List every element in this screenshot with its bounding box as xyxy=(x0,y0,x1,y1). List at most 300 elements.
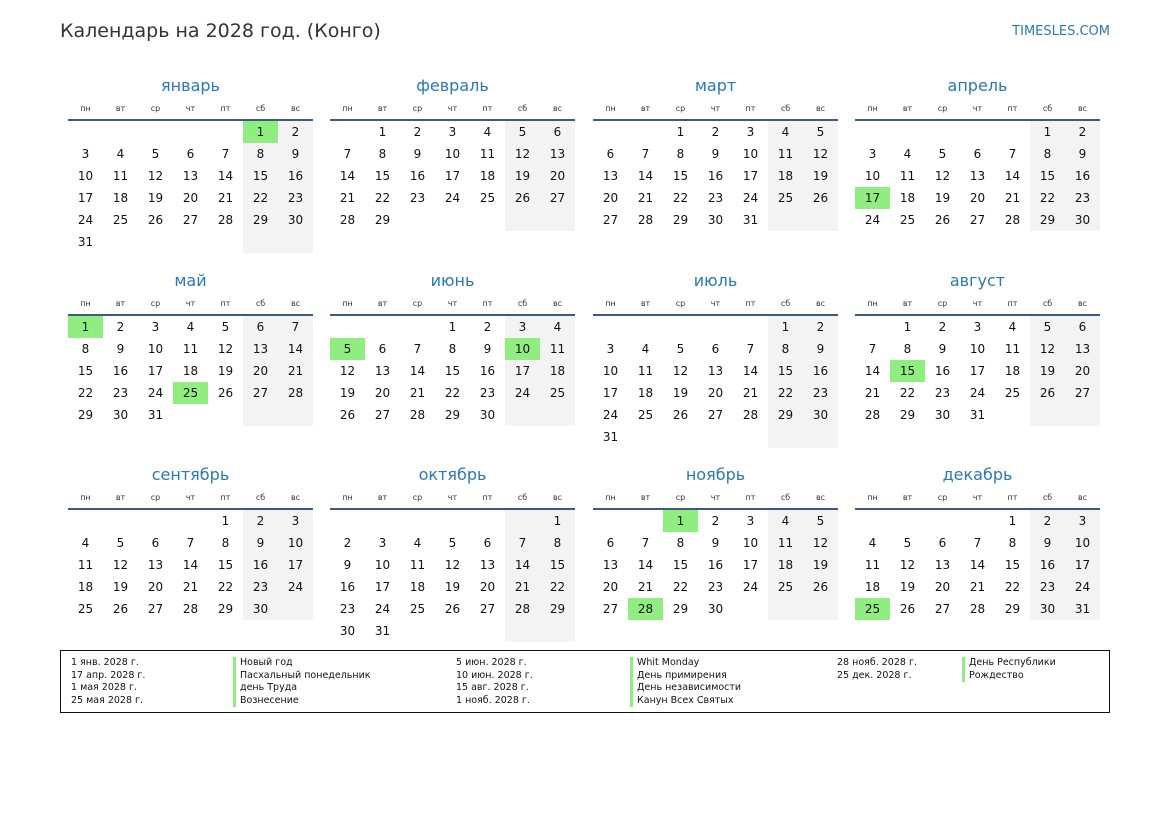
day-cell: 22 xyxy=(217,580,234,594)
weekday-label: вс xyxy=(815,493,826,502)
day-cell: 17 xyxy=(444,169,461,183)
day-cell: 1 xyxy=(903,320,912,334)
day-cell: 12 xyxy=(147,169,164,183)
day-cell: 26 xyxy=(672,408,689,422)
day-cell: 22 xyxy=(77,386,94,400)
weekday-label: пт xyxy=(220,493,231,502)
day-cell: 19 xyxy=(444,580,461,594)
day-cell: 9 xyxy=(803,338,838,360)
holiday-legend xyxy=(60,650,1110,713)
weekday-label: пт xyxy=(482,104,493,113)
holiday-date: 1 нояб. 2028 г. xyxy=(456,694,530,706)
holiday-date: 5 июн. 2028 г. xyxy=(456,657,527,668)
day-cell: 6 xyxy=(1065,316,1100,338)
legend-dates-column xyxy=(71,657,145,707)
weekday-header xyxy=(330,294,575,316)
day-cell: 9 xyxy=(711,147,720,161)
day-cell: 26 xyxy=(147,213,164,227)
month-name: август xyxy=(949,271,1006,290)
day-cell: 12 xyxy=(934,169,951,183)
empty-day-cell xyxy=(243,404,278,426)
month-name: май xyxy=(174,271,207,290)
day-cell: 26 xyxy=(1030,382,1065,404)
day-cell: 8 xyxy=(243,143,278,165)
day-cell: 4 xyxy=(641,342,650,356)
day-cell: 18 xyxy=(899,191,916,205)
day-cell: 28 xyxy=(1004,213,1021,227)
day-cell: 22 xyxy=(444,386,461,400)
day-cell: 21 xyxy=(217,191,234,205)
holiday-date: 25 дек. 2028 г. xyxy=(837,669,912,681)
day-cell: 17 xyxy=(374,580,391,594)
empty-day-cell xyxy=(365,510,400,532)
day-cell: 27 xyxy=(243,382,278,404)
day-cell: 29 xyxy=(899,408,916,422)
day-cell: 27 xyxy=(182,213,199,227)
day-cell: 8 xyxy=(676,147,685,161)
day-cell: 3 xyxy=(151,320,160,334)
day-cell: 1 xyxy=(243,121,278,143)
day-cell: 18 xyxy=(1004,364,1021,378)
day-cell: 12 xyxy=(899,558,916,572)
day-cell: 17 xyxy=(505,360,540,382)
day-cell: 24 xyxy=(969,386,986,400)
day-cell: 13 xyxy=(243,338,278,360)
weekday-label: чт xyxy=(185,493,196,502)
day-cell: 19 xyxy=(1030,360,1065,382)
weekday-header xyxy=(855,294,1100,316)
day-cell: 17 xyxy=(1065,554,1100,576)
weekday-label: чт xyxy=(710,493,721,502)
holiday-date: 15 авг. 2028 г. xyxy=(456,682,529,693)
day-cell: 25 xyxy=(899,213,916,227)
weekday-label: вт xyxy=(902,299,913,308)
day-cell: 28 xyxy=(278,382,313,404)
day-cell: 17 xyxy=(77,191,94,205)
weekday-label: чт xyxy=(185,299,196,308)
day-cell: 17 xyxy=(969,364,986,378)
holiday-name: День примирения xyxy=(630,670,741,683)
empty-day-cell xyxy=(68,510,103,532)
day-cell: 23 xyxy=(803,382,838,404)
day-cell: 3 xyxy=(81,147,90,161)
empty-day-cell xyxy=(593,510,628,532)
day-cell: 7 xyxy=(343,147,352,161)
day-cell: 15 xyxy=(374,169,391,183)
day-cell: 16 xyxy=(243,554,278,576)
day-cell: 3 xyxy=(746,514,755,528)
day-grid xyxy=(68,316,313,426)
day-cell: 25 xyxy=(112,213,129,227)
day-cell: 14 xyxy=(278,338,313,360)
month-name: октябрь xyxy=(418,465,487,484)
day-cell: 10 xyxy=(278,532,313,554)
day-cell: 5 xyxy=(151,147,160,161)
day-cell: 26 xyxy=(803,187,838,209)
day-cell: 4 xyxy=(116,147,125,161)
day-cell: 9 xyxy=(483,342,492,356)
legend-names-column xyxy=(233,657,371,707)
empty-day-cell xyxy=(663,426,698,448)
empty-day-cell xyxy=(768,209,803,231)
day-cell: 10 xyxy=(1065,532,1100,554)
weekday-label: пн xyxy=(867,299,878,308)
day-cell: 11 xyxy=(77,558,94,572)
day-cell: 2 xyxy=(1030,510,1065,532)
day-cell: 9 xyxy=(116,342,125,356)
weekday-header xyxy=(68,488,313,510)
day-cell: 23 xyxy=(1065,187,1100,209)
weekday-label: ср xyxy=(675,493,686,502)
empty-day-cell xyxy=(138,510,173,532)
day-cell: 24 xyxy=(505,382,540,404)
day-cell: 20 xyxy=(540,165,575,187)
day-cell: 11 xyxy=(768,532,803,554)
day-cell: 20 xyxy=(934,580,951,594)
holiday-name: День Республики xyxy=(962,657,1056,670)
day-cell: 14 xyxy=(864,364,881,378)
weekday-label: сб xyxy=(1042,299,1053,308)
weekday-label: пт xyxy=(1007,493,1018,502)
day-cell: 3 xyxy=(378,536,387,550)
empty-day-cell xyxy=(593,316,628,338)
day-grid xyxy=(855,316,1100,426)
day-cell: 2 xyxy=(116,320,125,334)
day-cell: 26 xyxy=(934,213,951,227)
day-cell: 25 xyxy=(768,187,803,209)
day-cell: 23 xyxy=(934,386,951,400)
day-cell: 12 xyxy=(672,364,689,378)
day-cell: 2 xyxy=(1065,121,1100,143)
day-cell: 5 xyxy=(116,536,125,550)
day-cell: 9 xyxy=(343,558,352,572)
day-cell: 11 xyxy=(768,143,803,165)
weekday-label: ср xyxy=(150,299,161,308)
day-cell: 15 xyxy=(444,364,461,378)
holiday-date: 1 мая 2028 г. xyxy=(71,682,137,693)
day-cell: 29 xyxy=(672,602,689,616)
day-cell: 28 xyxy=(505,598,540,620)
weekday-label: ср xyxy=(937,493,948,502)
day-grid xyxy=(330,121,575,231)
day-cell: 14 xyxy=(409,364,426,378)
day-cell: 11 xyxy=(479,147,496,161)
day-cell: 12 xyxy=(217,342,234,356)
day-cell: 22 xyxy=(1004,580,1021,594)
empty-day-cell xyxy=(925,121,960,143)
day-cell: 26 xyxy=(803,576,838,598)
day-cell: 22 xyxy=(374,191,391,205)
empty-day-cell xyxy=(470,209,505,231)
weekday-header xyxy=(593,294,838,316)
weekday-label: пн xyxy=(80,493,91,502)
day-cell: 19 xyxy=(803,554,838,576)
day-cell: 13 xyxy=(1065,338,1100,360)
site-link[interactable]: TIMESLES.COM xyxy=(1012,24,1110,39)
day-cell: 12 xyxy=(444,558,461,572)
day-cell: 7 xyxy=(505,532,540,554)
empty-day-cell xyxy=(435,209,470,231)
empty-day-cell xyxy=(400,620,435,642)
empty-day-cell xyxy=(855,316,890,338)
day-cell: 30 xyxy=(278,209,313,231)
day-cell: 3 xyxy=(973,320,982,334)
day-cell: 29 xyxy=(374,213,391,227)
day-cell: 13 xyxy=(182,169,199,183)
weekday-label: сб xyxy=(517,104,528,113)
day-cell: 25 xyxy=(173,382,208,404)
empty-day-cell xyxy=(855,121,890,143)
day-cell: 11 xyxy=(1004,342,1021,356)
day-cell: 24 xyxy=(1065,576,1100,598)
day-grid xyxy=(330,316,575,426)
day-cell: 27 xyxy=(374,408,391,422)
empty-day-cell xyxy=(505,620,540,642)
weekday-label: сб xyxy=(517,493,528,502)
day-cell: 23 xyxy=(479,386,496,400)
day-cell: 9 xyxy=(938,342,947,356)
day-cell: 22 xyxy=(672,580,689,594)
day-cell: 6 xyxy=(151,536,160,550)
weekday-label: сб xyxy=(780,104,791,113)
empty-day-cell xyxy=(803,598,838,620)
day-cell: 14 xyxy=(1004,169,1021,183)
day-cell: 17 xyxy=(147,364,164,378)
day-cell: 11 xyxy=(864,558,881,572)
day-cell: 27 xyxy=(707,408,724,422)
empty-day-cell xyxy=(505,404,540,426)
empty-day-cell xyxy=(173,231,208,253)
day-cell: 24 xyxy=(147,386,164,400)
day-cell: 17 xyxy=(742,169,759,183)
weekday-label: сб xyxy=(1042,104,1053,113)
day-cell: 8 xyxy=(1008,536,1017,550)
day-cell: 21 xyxy=(1004,191,1021,205)
day-cell: 29 xyxy=(672,213,689,227)
weekday-header xyxy=(593,99,838,121)
month-name: сентябрь xyxy=(151,465,230,484)
day-cell: 1 xyxy=(540,510,575,532)
weekday-label: сб xyxy=(517,299,528,308)
day-cell: 3 xyxy=(746,125,755,139)
empty-day-cell xyxy=(733,426,768,448)
day-cell: 30 xyxy=(803,404,838,426)
holiday-date: 25 мая 2028 г. xyxy=(71,694,144,706)
day-cell: 6 xyxy=(540,121,575,143)
month-name: июнь xyxy=(430,271,475,290)
day-cell: 18 xyxy=(864,580,881,594)
day-cell: 1 xyxy=(378,125,387,139)
day-cell: 4 xyxy=(540,316,575,338)
month-calendar xyxy=(593,463,838,620)
weekday-label: пн xyxy=(342,104,353,113)
day-cell: 4 xyxy=(413,536,422,550)
day-cell: 30 xyxy=(707,213,724,227)
weekday-label: вс xyxy=(1077,104,1088,113)
weekday-label: вт xyxy=(640,493,651,502)
day-cell: 28 xyxy=(637,213,654,227)
day-cell: 21 xyxy=(864,386,881,400)
weekday-label: чт xyxy=(972,493,983,502)
day-cell: 22 xyxy=(540,576,575,598)
day-cell: 5 xyxy=(221,320,230,334)
day-cell: 30 xyxy=(339,624,356,638)
day-cell: 10 xyxy=(742,147,759,161)
weekday-label: пн xyxy=(867,104,878,113)
day-cell: 27 xyxy=(147,602,164,616)
day-cell: 28 xyxy=(969,602,986,616)
weekday-label: вс xyxy=(290,299,301,308)
day-cell: 16 xyxy=(409,169,426,183)
day-cell: 27 xyxy=(602,602,619,616)
day-cell: 24 xyxy=(742,191,759,205)
weekday-label: вт xyxy=(640,299,651,308)
weekday-label: пн xyxy=(80,104,91,113)
empty-day-cell xyxy=(208,231,243,253)
empty-day-cell xyxy=(768,426,803,448)
day-grid xyxy=(68,510,313,620)
day-cell: 14 xyxy=(742,364,759,378)
day-cell: 7 xyxy=(221,147,230,161)
day-cell: 10 xyxy=(969,342,986,356)
day-cell: 6 xyxy=(186,147,195,161)
empty-day-cell xyxy=(505,209,540,231)
day-cell: 1 xyxy=(448,320,457,334)
day-cell: 7 xyxy=(641,147,650,161)
day-cell: 30 xyxy=(479,408,496,422)
day-cell: 5 xyxy=(676,342,685,356)
day-cell: 6 xyxy=(606,536,615,550)
day-cell: 1 xyxy=(663,510,698,532)
weekday-header xyxy=(855,488,1100,510)
empty-day-cell xyxy=(628,121,663,143)
holiday-date: 28 нояб. 2028 г. xyxy=(837,657,917,668)
empty-day-cell xyxy=(365,316,400,338)
month-calendar xyxy=(330,269,575,426)
empty-day-cell xyxy=(803,209,838,231)
empty-day-cell xyxy=(540,620,575,642)
weekday-label: пн xyxy=(605,493,616,502)
day-grid xyxy=(330,510,575,642)
day-grid xyxy=(855,121,1100,231)
weekday-label: сб xyxy=(255,493,266,502)
day-cell: 23 xyxy=(339,602,356,616)
weekday-header xyxy=(593,488,838,510)
weekday-label: пн xyxy=(342,299,353,308)
day-cell: 14 xyxy=(182,558,199,572)
day-cell: 10 xyxy=(505,338,540,360)
weekday-label: сб xyxy=(1042,493,1053,502)
day-cell: 25 xyxy=(768,576,803,598)
weekday-label: пт xyxy=(745,493,756,502)
day-cell: 9 xyxy=(413,147,422,161)
holiday-name: Пасхальный понедельник xyxy=(233,670,371,683)
day-cell: 16 xyxy=(1065,165,1100,187)
day-cell: 13 xyxy=(602,169,619,183)
day-cell: 29 xyxy=(1004,602,1021,616)
weekday-header xyxy=(68,99,313,121)
weekday-header xyxy=(855,99,1100,121)
weekday-label: вт xyxy=(377,299,388,308)
day-cell: 1 xyxy=(68,316,103,338)
day-cell: 25 xyxy=(1004,386,1021,400)
empty-day-cell xyxy=(138,231,173,253)
empty-day-cell xyxy=(733,598,768,620)
empty-day-cell xyxy=(278,598,313,620)
month-name: февраль xyxy=(416,76,489,95)
weekday-label: вс xyxy=(290,493,301,502)
weekday-label: сб xyxy=(255,299,266,308)
weekday-label: пн xyxy=(605,104,616,113)
weekday-label: пт xyxy=(220,299,231,308)
day-cell: 19 xyxy=(217,364,234,378)
day-cell: 15 xyxy=(1004,558,1021,572)
day-cell: 27 xyxy=(969,213,986,227)
day-cell: 7 xyxy=(746,342,755,356)
weekday-label: ср xyxy=(412,104,423,113)
empty-day-cell xyxy=(628,316,663,338)
day-cell: 26 xyxy=(217,386,234,400)
day-grid xyxy=(68,121,313,253)
weekday-label: вт xyxy=(115,299,126,308)
day-cell: 20 xyxy=(147,580,164,594)
day-cell: 15 xyxy=(672,558,689,572)
weekday-label: пт xyxy=(745,299,756,308)
empty-day-cell xyxy=(330,316,365,338)
day-cell: 14 xyxy=(637,558,654,572)
empty-day-cell xyxy=(278,404,313,426)
empty-day-cell xyxy=(330,121,365,143)
weekday-header xyxy=(330,99,575,121)
day-grid xyxy=(593,316,838,448)
day-cell: 28 xyxy=(409,408,426,422)
empty-day-cell xyxy=(960,510,995,532)
day-cell: 20 xyxy=(602,580,619,594)
day-cell: 12 xyxy=(803,532,838,554)
day-cell: 31 xyxy=(742,213,759,227)
empty-day-cell xyxy=(593,121,628,143)
day-cell: 5 xyxy=(505,121,540,143)
day-cell: 4 xyxy=(1008,320,1017,334)
holiday-date: 1 янв. 2028 г. xyxy=(71,657,139,668)
day-cell: 29 xyxy=(243,209,278,231)
day-cell: 17 xyxy=(278,554,313,576)
empty-day-cell xyxy=(330,510,365,532)
day-cell: 21 xyxy=(969,580,986,594)
day-cell: 1 xyxy=(768,316,803,338)
day-cell: 23 xyxy=(409,191,426,205)
day-cell: 19 xyxy=(339,386,356,400)
day-cell: 16 xyxy=(707,558,724,572)
empty-day-cell xyxy=(1030,404,1065,426)
day-cell: 31 xyxy=(969,408,986,422)
day-cell: 30 xyxy=(112,408,129,422)
day-cell: 6 xyxy=(711,342,720,356)
day-cell: 15 xyxy=(1030,165,1065,187)
month-name: апрель xyxy=(947,76,1008,95)
day-cell: 28 xyxy=(628,598,663,620)
holiday-name: день Труда xyxy=(233,682,371,695)
empty-day-cell xyxy=(855,510,890,532)
weekday-label: чт xyxy=(185,104,196,113)
month-calendar xyxy=(593,74,838,231)
empty-day-cell xyxy=(698,426,733,448)
day-cell: 21 xyxy=(278,360,313,382)
day-cell: 18 xyxy=(768,554,803,576)
page-title: Календарь на 2028 год. (Конго) xyxy=(60,20,381,42)
day-cell: 9 xyxy=(278,143,313,165)
day-cell: 22 xyxy=(899,386,916,400)
